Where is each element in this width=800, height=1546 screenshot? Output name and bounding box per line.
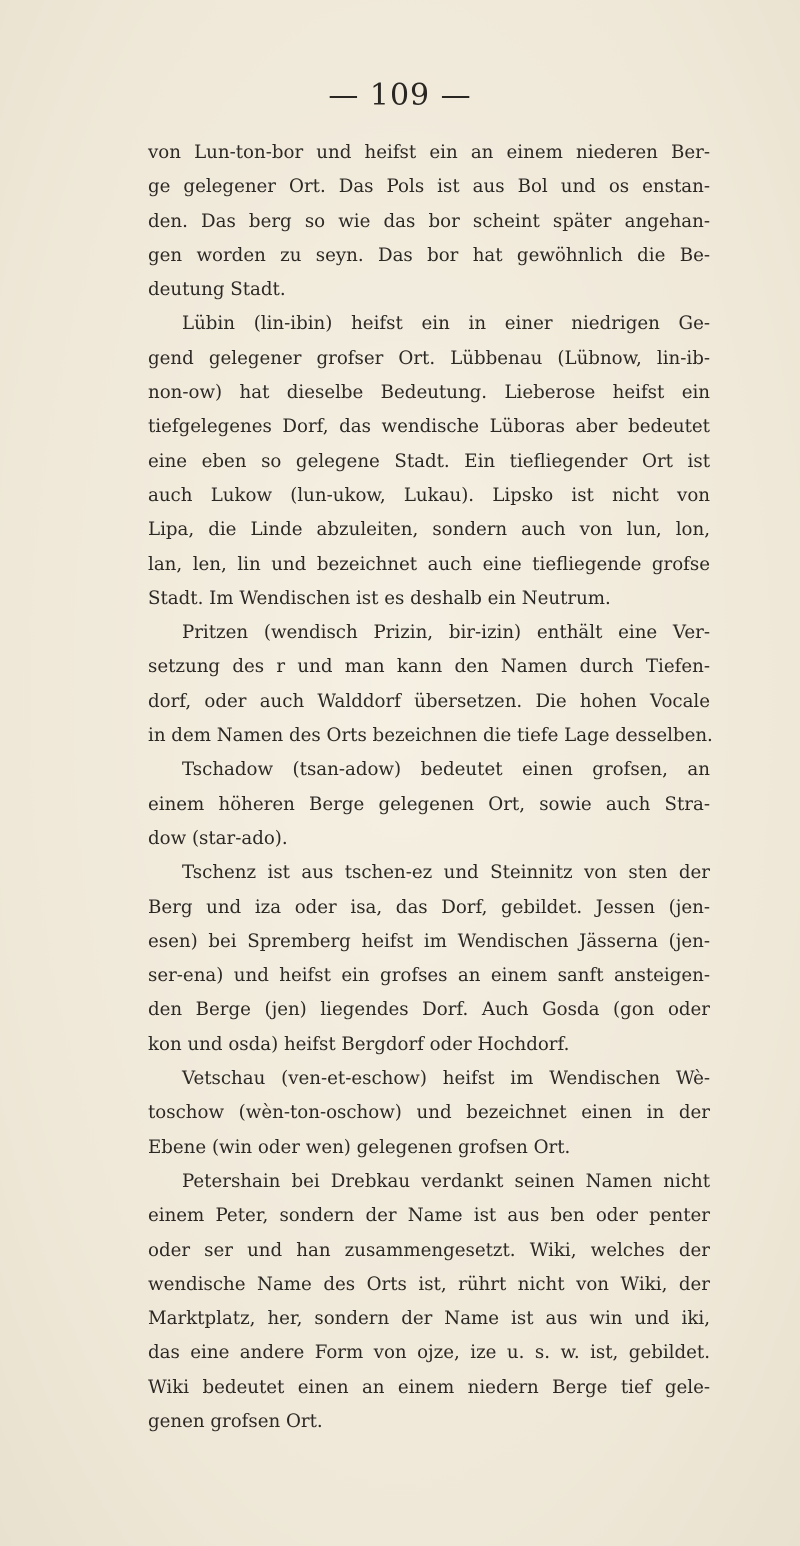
text-line: einem höheren Berge gelegenen Ort, sowie auch Stra- [148, 793, 710, 815]
text-line: Tschenz ist aus tschen-ez und Steinnitz von sten der [182, 862, 710, 884]
text-line: von Lun-ton-bor und heifst ein an einem niederen Ber- [148, 142, 710, 163]
text-line: einem Peter, sondern der Name ist aus ben oder penter [148, 1205, 710, 1227]
text-line: in dem Namen des Orts bezeichnen die tiefe Lage desselben. [148, 725, 713, 747]
text-line: Stadt. Im Wendischen ist es deshalb ein Neutrum. [148, 587, 611, 609]
page-number: — 109 — [328, 78, 472, 113]
text-line: Vetschau (ven-et-eschow) heifst im Wendischen Wè- [182, 1068, 710, 1090]
text-line: deutung Stadt. [148, 279, 286, 301]
text-line: Pritzen (wendisch Prizin, bir-izin) enthält eine Ver- [182, 622, 710, 644]
text-line: Tschadow (tsan-adow) bedeutet einen grofsen, an [182, 759, 710, 781]
text-line: setzung des r und man kann den Namen durch Tiefen- [148, 656, 710, 678]
text-line: non-ow) hat dieselbe Bedeutung. Lieberose heifst ein [148, 382, 710, 404]
text-line: das eine andere Form von ojze, ize u. s. w. ist, gebildet. [148, 1342, 710, 1364]
text-line: Lipa, die Linde abzuleiten, sondern auch von lun, lon, [148, 519, 710, 541]
text-line: esen) bei Spremberg heifst im Wendischen Jässerna (jen- [148, 930, 710, 952]
text-line: oder ser und han zusammengesetzt. Wiki, welches der [148, 1239, 710, 1261]
text-line: den. Das berg so wie das bor scheint später angehan- [148, 210, 710, 232]
text-line: ser-ena) und heifst ein grofses an einem sanft ansteigen- [148, 965, 710, 987]
text-line: Marktplatz, her, sondern der Name ist aus win und iki, [148, 1308, 710, 1330]
text-line: gen worden zu seyn. Das bor hat gewöhnlich die Be- [148, 244, 710, 266]
body-text [148, 136, 713, 1439]
text-line: genen grofsen Ort. [148, 1410, 323, 1432]
text-line: eine eben so gelegene Stadt. Ein tiefliegender Ort ist [148, 450, 710, 472]
text-line: lan, len, lin und bezeichnet auch eine tiefliegende grofse [148, 553, 710, 575]
text-line: dorf, oder auch Walddorf übersetzen. Die hohen Vocale [148, 690, 710, 712]
text-line: kon und osda) heifst Bergdorf oder Hochdorf. [148, 1033, 570, 1055]
text-line: wendische Name des Orts ist, rührt nicht von Wiki, der [148, 1273, 710, 1295]
text-line: dow (star-ado). [148, 827, 288, 849]
text-line: Wiki bedeutet einen an einem niedern Berge tief gele- [148, 1376, 710, 1398]
text-line: tiefgelegenes Dorf, das wendische Lüboras aber bedeutet [148, 416, 710, 438]
text-line: toschow (wèn-ton-oschow) und bezeichnet einen in der [148, 1102, 710, 1124]
text-line: den Berge (jen) liegendes Dorf. Auch Gosda (gon oder [148, 999, 710, 1021]
text-line: Lübin (lin-ibin) heifst ein in einer niedrigen Ge- [182, 313, 710, 335]
text-line: Ebene (win oder wen) gelegenen grofsen Ort. [148, 1136, 571, 1158]
text-line: ge gelegener Ort. Das Pols ist aus Bol und os enstan- [148, 176, 710, 198]
text-line: Petershain bei Drebkau verdankt seinen Namen nicht [182, 1170, 710, 1192]
text-line: Berg und iza oder isa, das Dorf, gebildet. Jessen (jen- [148, 896, 710, 918]
text-line: gend gelegener grofser Ort. Lübbenau (Lübnow, lin-ib- [148, 347, 710, 369]
text-line: auch Lukow (lun-ukow, Lukau). Lipsko ist nicht von [148, 484, 710, 506]
